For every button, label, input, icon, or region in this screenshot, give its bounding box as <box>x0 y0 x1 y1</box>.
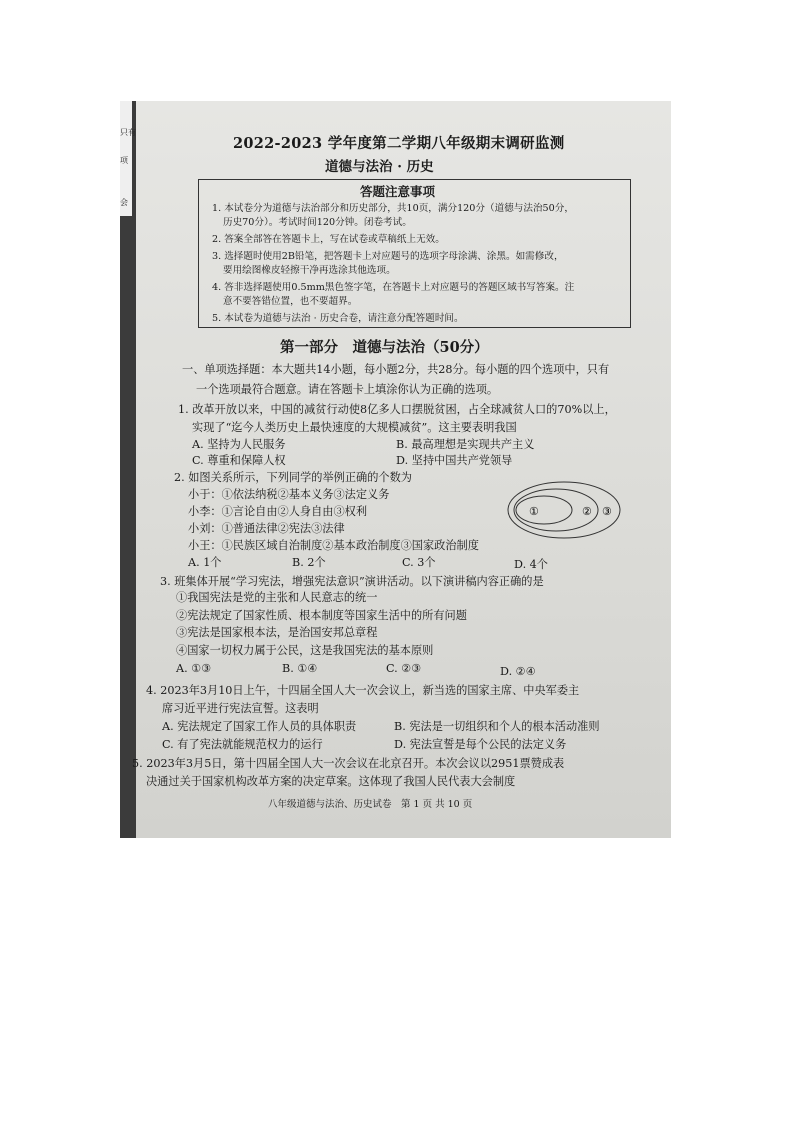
notice-line: 4. 答非选择题使用0.5mm黑色签字笔，在答题卡上对应题号的答题区域书写答案。注 <box>212 282 575 293</box>
exam-page <box>132 101 671 838</box>
venn-diagram <box>506 479 626 541</box>
q2-student: 小王：①民族区域自治制度②基本政治制度③国家政治制度 <box>188 539 479 552</box>
q2-student: 小于：①依法纳税②基本义务③法定义务 <box>188 488 390 501</box>
exam-title: 2022-2023 学年度第二学期八年级期末调研监测 <box>233 135 565 152</box>
venn-label-1: ① <box>529 505 539 518</box>
q3-option-a: A. ①③ <box>176 662 212 675</box>
section-instruction: 一、单项选择题：本大题共14小题，每小题2分，共28分。每小题的四个选项中，只有 <box>182 363 610 376</box>
q4-stem: 4. 2023年3月10日上午，十四届全国人大一次会议上，新当选的国家主席、中央军委主 <box>146 684 580 697</box>
q2-option-a: A. 1个 <box>188 556 222 569</box>
exam-subtitle: 道德与法治 · 历史 <box>325 159 434 175</box>
q3-stem: 3. 班集体开展“学习宪法，增强宪法意识”演讲活动。以下演讲稿内容正确的是 <box>160 575 544 588</box>
notice-line: 意不要答错位置，也不要超界。 <box>223 296 358 307</box>
q4-option-c: C. 有了宪法就能规范权力的运行 <box>162 738 323 751</box>
exam-photo <box>120 101 671 838</box>
q2-student: 小刘：①普通法律②宪法③法律 <box>188 522 345 535</box>
notice-line: 历史70分）。考试时间120分钟。闭卷考试。 <box>223 217 412 228</box>
q1-option-d: D. 坚持中国共产党领导 <box>396 454 513 467</box>
notice-line: 3. 选择题时使用2B铅笔，把答题卡上对应题号的选项字母涂满、涂黑。如需修改， <box>212 251 564 262</box>
q1-stem: 实现了“迄今人类历史上最快速度的大规模减贫”。这主要表明我国 <box>192 421 517 434</box>
q1-stem: 1. 改革开放以来，中国的减贫行动使8亿多人口摆脱贫困，占全球减贫人口的70%以上， <box>178 403 616 416</box>
notice-heading: 答题注意事项 <box>360 184 436 199</box>
page-footer: 八年级道德与法治、历史试卷 第 1 页 共 10 页 <box>268 799 473 810</box>
edge-text: 项 <box>120 156 128 165</box>
q3-statement: ②宪法规定了国家性质、根本制度等国家生活中的所有问题 <box>176 609 467 622</box>
q1-option-a: A. 坚持为人民服务 <box>192 438 286 451</box>
q4-option-d: D. 宪法宣誓是每个公民的法定义务 <box>394 738 567 751</box>
q2-student: 小李：①言论自由②人身自由③权利 <box>188 505 368 518</box>
q3-option-d: D. ②④ <box>500 665 536 678</box>
q2-stem: 2. 如图关系所示，下列同学的举例正确的个数为 <box>174 471 412 484</box>
q1-option-c: C. 尊重和保障人权 <box>192 454 286 467</box>
q4-option-b: B. 宪法是一切组织和个人的根本活动准则 <box>394 720 600 733</box>
q3-statement: ①我国宪法是党的主张和人民意志的统一 <box>176 591 378 604</box>
part1-title: 第一部分 道德与法治（50分） <box>280 339 489 356</box>
q4-stem: 席习近平进行宪法宣誓。这表明 <box>162 702 319 715</box>
q2-option-b: B. 2个 <box>292 556 326 569</box>
q5-stem: 5. 2023年3月5日，第十四届全国人大一次会议在北京召开。本次会议以2951票赞成表 <box>132 757 565 770</box>
notice-line: 要用绘图橡皮轻擦干净再选涂其他选项。 <box>223 265 396 276</box>
venn-inner <box>516 496 572 524</box>
notice-line: 2. 答案全部答在答题卡上，写在试卷或草稿纸上无效。 <box>212 234 445 245</box>
edge-text: 会 <box>120 198 128 207</box>
q2-option-d: D. 4个 <box>514 558 548 571</box>
venn-label-3: ③ <box>602 505 612 518</box>
venn-label-2: ② <box>582 505 592 518</box>
notice-line: 1. 本试卷分为道德与法治部分和历史部分，共10页，满分120分（道德与法治50分， <box>212 203 574 214</box>
notice-line: 5. 本试卷为道德与法治 · 历史合卷，请注意分配答题时间。 <box>212 313 464 324</box>
q3-option-c: C. ②③ <box>386 662 422 675</box>
section-instruction: 一个选项最符合题意。请在答题卡上填涂你认为正确的选项。 <box>196 383 499 396</box>
q2-option-c: C. 3个 <box>402 556 436 569</box>
q1-option-b: B. 最高理想是实现共产主义 <box>396 438 535 451</box>
q3-statement: ④国家一切权力属于公民，这是我国宪法的基本原则 <box>176 644 434 657</box>
q3-statement: ③宪法是国家根本法，是治国安邦总章程 <box>176 626 378 639</box>
q4-option-a: A. 宪法规定了国家工作人员的具体职责 <box>162 720 357 733</box>
q5-stem: 决通过关于国家机构改革方案的决定草案。这体现了我国人民代表大会制度 <box>146 775 516 788</box>
q3-option-b: B. ①④ <box>282 662 318 675</box>
edge-text: 只有 <box>120 128 136 137</box>
